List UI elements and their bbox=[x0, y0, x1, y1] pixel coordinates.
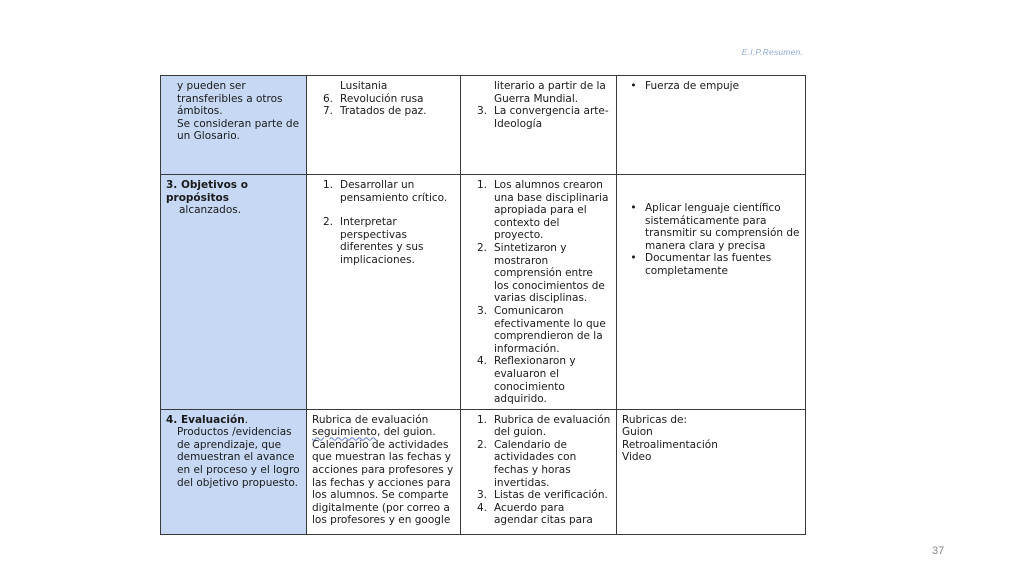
spellcheck-underlined-word: seguimiento bbox=[312, 426, 377, 439]
list-number: 3. bbox=[476, 105, 487, 118]
list-item bbox=[466, 355, 611, 405]
list-number: 3. bbox=[476, 304, 487, 317]
bullet-text: Aplicar lenguaje científico sistemáticamente para transmitir su comprensión de manera clara y precisa bbox=[645, 202, 800, 252]
list-number: 2. bbox=[476, 241, 487, 254]
row2-col3-cell bbox=[461, 175, 617, 410]
list-number bbox=[466, 80, 494, 105]
list-text: Desarrollar un pensamiento crítico. bbox=[340, 179, 448, 204]
list-number: 1. bbox=[476, 413, 487, 426]
row2-col2-cell bbox=[307, 175, 461, 410]
bullet-icon: • bbox=[630, 202, 637, 214]
row1-col2-cell bbox=[307, 76, 461, 175]
text-line: Rubrica de evaluación bbox=[312, 413, 429, 426]
bullet-item bbox=[622, 202, 800, 252]
table-row bbox=[161, 76, 806, 175]
row1-col3-cell bbox=[461, 76, 617, 175]
list-item bbox=[466, 502, 611, 527]
list-text: Revolución rusa bbox=[340, 92, 424, 105]
text-line bbox=[312, 426, 455, 439]
list-item bbox=[466, 105, 611, 130]
list-number: 4. bbox=[476, 355, 487, 368]
row1-col4-cell bbox=[617, 76, 806, 175]
row3-col2-cell bbox=[307, 409, 461, 534]
text-block: Calendario de actividades que muestran las fechas y acciones para profesores y las fechas y acciones para los alumnos. Se comparte digitalmente (por correo a los profesores y en google bbox=[312, 438, 454, 527]
title-period: . bbox=[244, 413, 249, 426]
list-number: 1. bbox=[322, 179, 333, 191]
list-item bbox=[312, 105, 455, 118]
spacer bbox=[622, 179, 800, 202]
list-item bbox=[312, 179, 455, 204]
list-item bbox=[312, 80, 455, 93]
list-item bbox=[466, 80, 611, 105]
list-number: 4. bbox=[476, 501, 487, 514]
list-number bbox=[312, 80, 340, 93]
list-text: Tratados de paz. bbox=[340, 105, 427, 118]
list-text: Calendario de actividades con fechas y horas invertidas. bbox=[494, 438, 577, 489]
text-block: Rubricas de: Guion Retroalimentación Video bbox=[622, 413, 718, 464]
section-title-objetivos: 3. Objetivos o propósitos bbox=[166, 179, 248, 204]
list-item bbox=[312, 93, 455, 106]
row2-col4-cell bbox=[617, 175, 806, 410]
list-text: Reflexionaron y evaluaron el conocimiento adquirido. bbox=[494, 355, 576, 406]
text-fragment: , del guion. bbox=[376, 426, 436, 439]
section-title-evaluacion: 4. Evaluación bbox=[166, 413, 245, 426]
row2-col1-cell bbox=[161, 175, 307, 410]
bullet-icon: • bbox=[630, 252, 637, 265]
list-text: Lusitania bbox=[340, 80, 388, 92]
list-text: Interpretar perspectivas diferentes y sus implicaciones. bbox=[340, 216, 424, 266]
section-title-evaluacion-line bbox=[166, 414, 301, 427]
list-number: 2. bbox=[476, 438, 487, 451]
list-number: 2. bbox=[322, 216, 333, 229]
row1-col1-text: y pueden ser transferibles a otros ámbitos. Se consideran parte de un Glosario. bbox=[177, 80, 300, 143]
row3-col4-cell bbox=[617, 409, 806, 534]
list-text: Rubrica de evaluación del guion. bbox=[494, 413, 611, 439]
bullet-icon: • bbox=[630, 80, 637, 92]
list-item bbox=[466, 489, 611, 502]
row1-col1-cell bbox=[161, 76, 307, 175]
table-row bbox=[161, 175, 806, 410]
bullet-text: Fuerza de empuje bbox=[645, 80, 740, 92]
row3-col1-cell bbox=[161, 409, 307, 534]
list-number: 7. bbox=[322, 105, 333, 118]
list-number: 1. bbox=[476, 179, 487, 191]
page-number: 37 bbox=[932, 545, 945, 557]
list-item bbox=[466, 179, 611, 242]
summary-table bbox=[160, 75, 806, 535]
list-item bbox=[466, 439, 611, 489]
list-text: La convergencia arte- Ideología bbox=[494, 105, 609, 130]
table-row bbox=[161, 409, 806, 534]
row3-col3-cell bbox=[461, 409, 617, 534]
list-item bbox=[466, 414, 611, 439]
list-text: Listas de verificación. bbox=[494, 489, 608, 502]
bullet-item bbox=[622, 80, 800, 93]
section-subtitle: alcanzados. bbox=[179, 204, 242, 217]
list-text: literario a partir de la Guerra Mundial. bbox=[494, 80, 606, 105]
list-number: 3. bbox=[476, 489, 487, 502]
list-text: Sintetizaron y mostraron comprensión entre los conocimientos de varias disciplinas. bbox=[494, 241, 605, 305]
list-text: Acuerdo para agendar citas para bbox=[494, 501, 593, 527]
bullet-text: Documentar las fuentes completamente bbox=[645, 252, 772, 277]
list-text: Los alumnos crearon una base disciplinaria apropiada para el contexto del proyecto. bbox=[494, 179, 609, 242]
list-text: Comunicaron efectivamente lo que comprendieron de la información. bbox=[494, 304, 606, 355]
header-note: E.I.P.Resumen. bbox=[741, 47, 803, 57]
list-item bbox=[466, 242, 611, 305]
list-item bbox=[466, 305, 611, 355]
list-item bbox=[312, 216, 455, 266]
list-number: 6. bbox=[322, 92, 333, 105]
spacer bbox=[312, 204, 455, 216]
bullet-item bbox=[622, 252, 800, 277]
section-body: Productos /evidencias de aprendizaje, que demuestran el avance en el proceso y el logro del objetivo propuesto. bbox=[177, 426, 300, 489]
